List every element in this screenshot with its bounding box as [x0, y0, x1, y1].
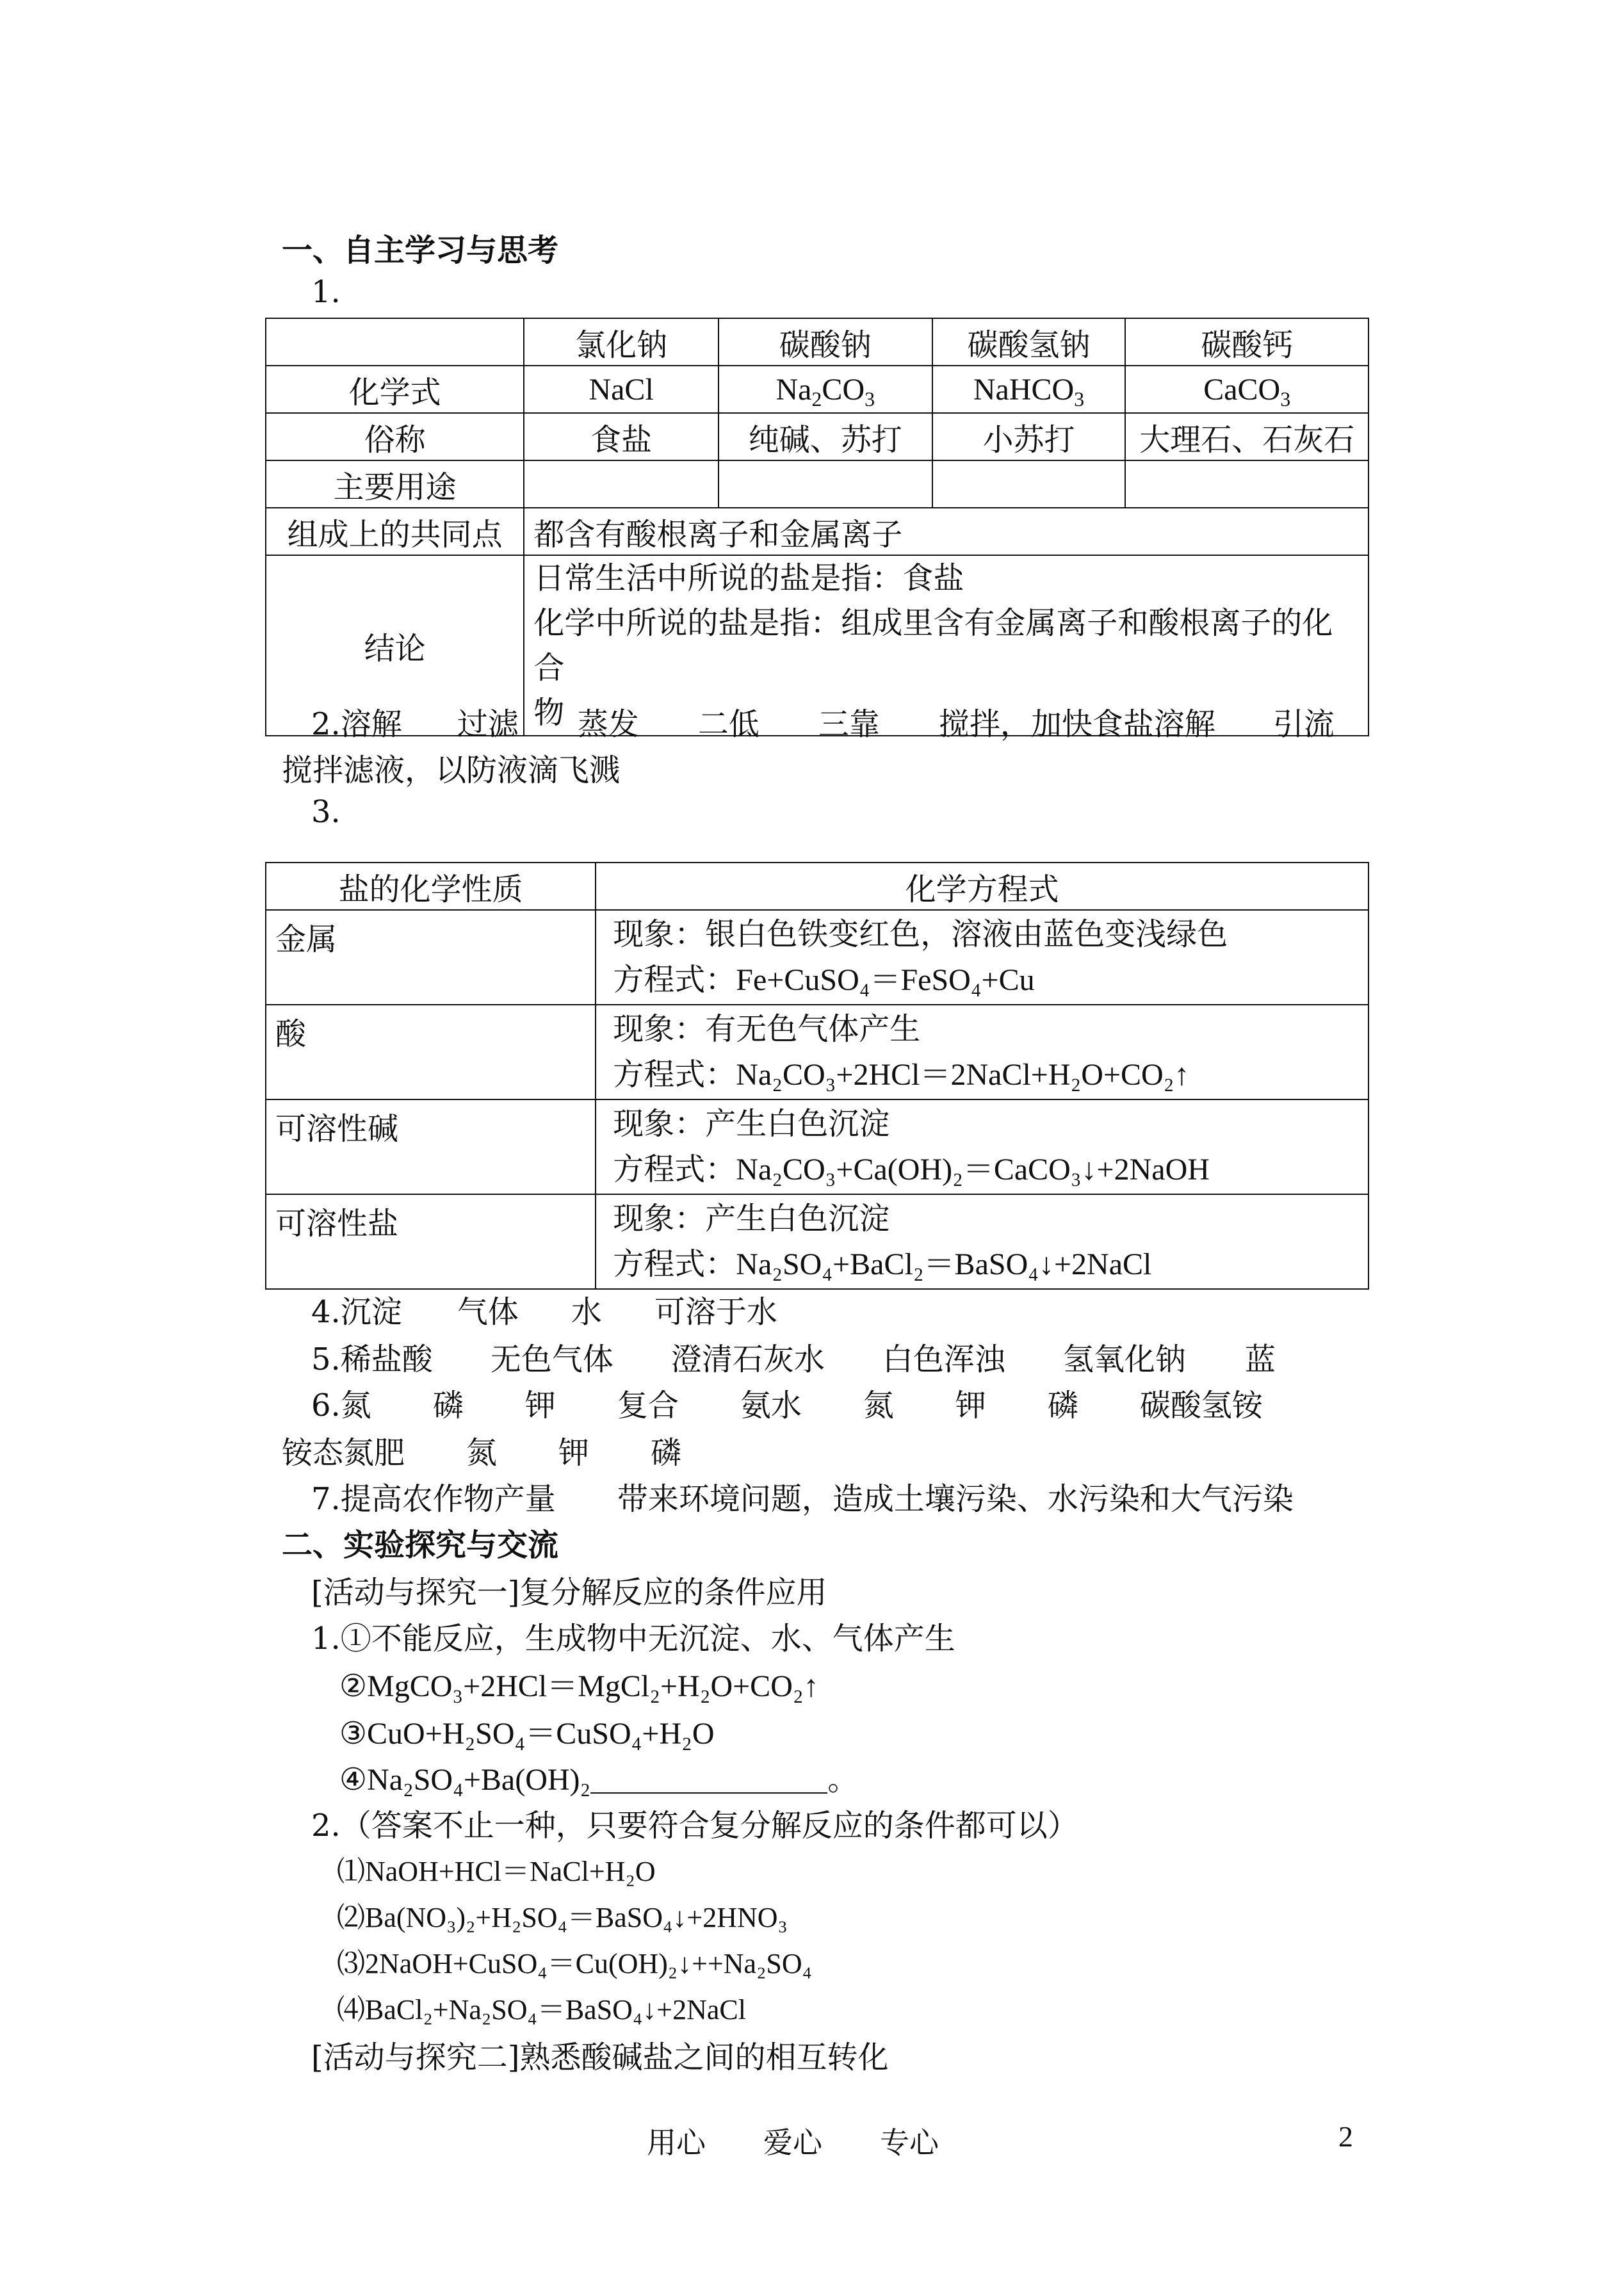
- row-acid-label: 酸: [266, 1005, 596, 1099]
- item5-1: 无色气体: [490, 1342, 613, 1377]
- table1-formula-row: [266, 366, 1368, 413]
- item2-6: 引流: [1272, 706, 1335, 742]
- row-metal-equation: 方程式：Fe+CuSO₄＝FeSO₄+Cu: [613, 963, 1035, 997]
- item3-label: 3.: [311, 794, 341, 830]
- item6-8: 碳酸氢铵: [1139, 1388, 1263, 1423]
- table1-header-na2co3: 碳酸钠: [719, 318, 932, 366]
- item6-4: 氨水: [740, 1388, 802, 1423]
- a1-item4: ④Na₂SO₄+Ba(OH)₂: [339, 1763, 591, 1797]
- item4-3: 可溶于水: [654, 1294, 777, 1330]
- activity1-title: [活动与探究一]复分解反应的条件应用: [311, 1575, 827, 1610]
- section2-title: 二、实验探究与交流: [282, 1527, 559, 1563]
- row-metal-content: [596, 910, 1368, 1005]
- a2-item1: ⑴NaOH+HCl＝NaCl+H₂O: [337, 1856, 656, 1887]
- table2-header-left: 盐的化学性质: [266, 863, 596, 910]
- formula-na2co3: $Na_2CO_3$: [719, 366, 932, 413]
- a1-item1: 1.①不能反应，生成物中无沉淀、水、气体产生: [311, 1621, 955, 1657]
- item6-5: 氮: [863, 1388, 894, 1423]
- salt-properties-table: [265, 862, 1369, 1290]
- common-nahco3: 小苏打: [932, 413, 1126, 460]
- row-acid-equation: 方程式：Na₂CO₃+2HCl＝2NaCl+H₂O+CO₂↑: [613, 1058, 1190, 1092]
- table1-header-caco3: 碳酸钙: [1125, 318, 1368, 366]
- item6-7: 磷: [1047, 1388, 1078, 1423]
- common-caco3: 大理石、石灰石: [1125, 413, 1368, 460]
- item5-5: 蓝: [1244, 1342, 1276, 1377]
- item6-cont-3: 磷: [651, 1435, 682, 1471]
- table1-header-empty: [266, 318, 524, 366]
- conclusion-line1: 日常生活中所说的盐是指：食盐: [533, 560, 964, 596]
- footer-motto: [647, 2120, 939, 2162]
- use-caco3: [1125, 460, 1368, 508]
- table1-header-row: [266, 318, 1368, 366]
- row-metal-label: 金属: [266, 910, 596, 1005]
- formula-label: 化学式: [266, 366, 524, 413]
- item6-cont: [282, 1428, 681, 1472]
- footer-0: 用心: [647, 2125, 706, 2160]
- table1-common-row: [266, 413, 1368, 460]
- answer-blank[interactable]: [590, 1764, 827, 1794]
- row-acid-content: [596, 1005, 1368, 1099]
- use-na2co3: [719, 460, 932, 508]
- item7-0: 7.提高农作物产量: [311, 1481, 556, 1517]
- item2-2: 蒸发: [577, 706, 639, 742]
- use-label: 主要用途: [266, 460, 524, 508]
- item2-4: 三靠: [818, 706, 880, 742]
- item2-cont: 搅拌滤液，以防液滴飞溅: [282, 752, 621, 788]
- shared-text: 都含有酸根离子和金属离子: [524, 508, 1368, 555]
- row-salt-label: 可溶性盐: [266, 1194, 596, 1289]
- item5-2: 澄清石灰水: [670, 1342, 825, 1377]
- row-base-label: 可溶性碱: [266, 1099, 596, 1194]
- common-nacl: 食盐: [524, 413, 719, 460]
- item5-line: [311, 1334, 1276, 1379]
- table1-header-nacl: 氯化钠: [524, 318, 719, 366]
- formula-caco3: CaCO$_3$: [1125, 366, 1368, 413]
- item4-1: 气体: [457, 1294, 519, 1330]
- item2-5: 搅拌，加快食盐溶解: [938, 706, 1215, 742]
- item2-0: 2.溶解: [311, 706, 402, 742]
- use-nahco3: [932, 460, 1126, 508]
- table2-row-metal: [266, 910, 1368, 1005]
- item6-0: 6.氮: [311, 1388, 371, 1423]
- row-base-phenomenon: 现象：产生白色沉淀: [613, 1106, 890, 1142]
- page-number: 2: [1338, 2120, 1353, 2153]
- conclusion-label: 结论: [266, 555, 524, 736]
- salt-table: [265, 318, 1369, 736]
- item4-line: [311, 1287, 777, 1331]
- row-metal-phenomenon: 现象：银白色铁变红色，溶液由蓝色变浅绿色: [613, 916, 1228, 952]
- formula-nahco3: NaHCO$_3$: [932, 366, 1126, 413]
- a2-item2: ⑵Ba(NO₃)₂+H₂SO₄＝BaSO₄↓+2HNO₃: [337, 1902, 788, 1933]
- a1-item3: ③CuO+H₂SO₄＝CuSO₄+H₂O: [339, 1717, 715, 1751]
- a1-item2: ②MgCO₃+2HCl＝MgCl₂+H₂O+CO₂↑: [339, 1669, 819, 1703]
- a2-item4: ⑷BaCl₂+Na₂SO₄＝BaSO₄↓+2NaCl: [337, 1994, 746, 2025]
- table1-use-row: [266, 460, 1368, 508]
- item2-line: [311, 699, 1335, 743]
- section1-title: 一、自主学习与思考: [282, 232, 559, 268]
- use-nacl: [524, 460, 719, 508]
- item6-2: 钾: [524, 1388, 556, 1423]
- activity2-title: [活动与探究二]熟悉酸碱盐之间的相互转化: [311, 2040, 889, 2075]
- footer-2: 专心: [880, 2125, 939, 2160]
- item6-6: 钾: [955, 1388, 986, 1423]
- row-salt-equation: 方程式：Na₂SO₄+BaCl₂＝BaSO₄↓+2NaCl: [613, 1247, 1152, 1281]
- footer-1: 爱心: [763, 2125, 822, 2160]
- formula-nacl: NaCl: [524, 366, 719, 413]
- item2-1: 过滤: [457, 706, 519, 742]
- item5-0: 5.稀盐酸: [311, 1342, 433, 1377]
- row-acid-phenomenon: 现象：有无色气体产生: [613, 1011, 921, 1047]
- item6-line: [311, 1381, 1263, 1425]
- row-base-equation: 方程式：Na₂CO₃+Ca(OH)₂＝CaCO₃↓+2NaOH: [613, 1153, 1210, 1187]
- common-label: 俗称: [266, 413, 524, 460]
- item5-4: 氢氧化钠: [1062, 1342, 1186, 1377]
- a2-item3: ⑶2NaOH+CuSO₄＝Cu(OH)₂↓++Na₂SO₄: [337, 1948, 813, 1979]
- table2-row-base: [266, 1099, 1368, 1194]
- item2-3: 二低: [697, 706, 759, 742]
- item6-1: 磷: [432, 1388, 464, 1423]
- item6-cont-0: 铵态氮肥: [282, 1435, 405, 1471]
- row-salt-phenomenon: 现象：产生白色沉淀: [613, 1201, 890, 1237]
- item6-cont-2: 钾: [558, 1435, 590, 1471]
- common-na2co3: 纯碱、苏打: [719, 413, 932, 460]
- item6-3: 复合: [617, 1388, 679, 1423]
- conclusion-line2: 化学中所说的盐是指：组成里含有金属离子和酸根离子的化合: [533, 605, 1333, 686]
- item5-3: 白色浑浊: [882, 1342, 1005, 1377]
- a2-title: 2.（答案不止一种，只要符合复分解反应的条件都可以）: [311, 1808, 1078, 1844]
- item1-label: 1.: [311, 274, 341, 310]
- table1-header-nahco3: 碳酸氢钠: [932, 318, 1126, 366]
- table1-shared-row: [266, 508, 1368, 555]
- item7-1: 带来环境问题，造成土壤污染、水污染和大气污染: [617, 1481, 1294, 1517]
- conclusion-line3: 物: [533, 695, 565, 731]
- shared-label: 组成上的共同点: [266, 508, 524, 555]
- table2-header-row: [266, 863, 1368, 910]
- a1-item4-end: 。: [827, 1763, 859, 1797]
- item7-line: [311, 1474, 1294, 1518]
- item4-0: 4.沉淀: [311, 1294, 402, 1330]
- item4-2: 水: [571, 1294, 602, 1330]
- row-salt-content: [596, 1194, 1368, 1289]
- item6-cont-1: 氮: [466, 1435, 498, 1471]
- table2-row-salt: [266, 1194, 1368, 1289]
- table2-header-right: 化学方程式: [596, 863, 1368, 910]
- a1-item4-line: [339, 1755, 858, 1799]
- table2-row-acid: [266, 1005, 1368, 1099]
- row-base-content: [596, 1099, 1368, 1194]
